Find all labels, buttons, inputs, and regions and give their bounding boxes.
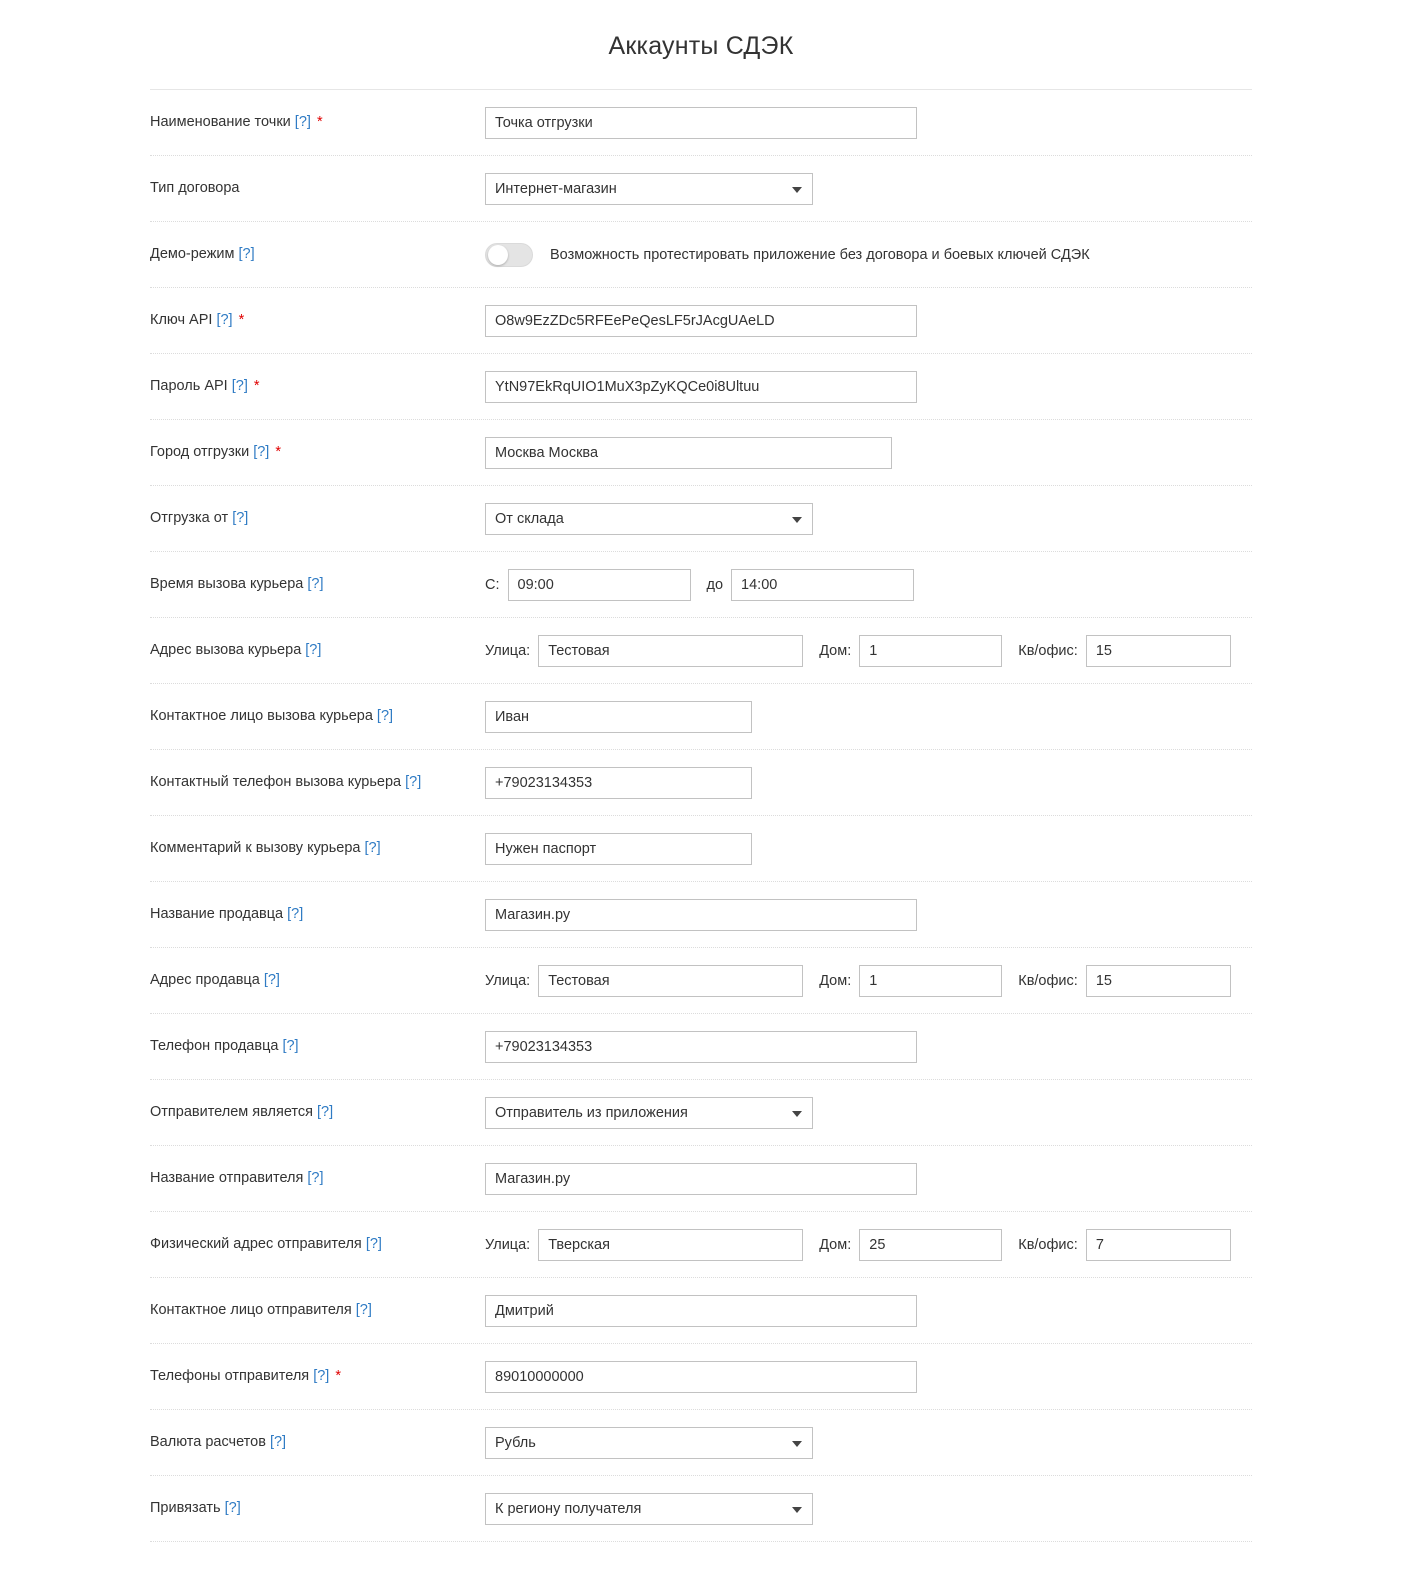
field-control-settlement-currency bbox=[485, 1427, 1252, 1459]
label-text: Тип договора bbox=[150, 180, 240, 197]
field-label-shipping-city bbox=[150, 443, 485, 462]
select-value[interactable]: Интернет-магазин bbox=[485, 173, 813, 205]
form-row-bind-to bbox=[150, 1476, 1252, 1542]
select-value[interactable]: Отправитель из приложения bbox=[485, 1097, 813, 1129]
select-value[interactable]: Рубль bbox=[485, 1427, 813, 1459]
select-sender-is[interactable] bbox=[485, 1097, 813, 1129]
flat-label: Кв/офис: bbox=[1018, 1236, 1078, 1253]
field-control-seller-address bbox=[485, 965, 1252, 997]
form-row-courier-call-time bbox=[150, 552, 1252, 618]
form-row-courier-call-address bbox=[150, 618, 1252, 684]
street-label: Улица: bbox=[485, 972, 531, 989]
field-control-courier-contact-phone bbox=[485, 767, 1252, 799]
label-text: Отправителем является bbox=[150, 1104, 318, 1121]
label-text: Контактный телефон вызова курьера bbox=[150, 774, 406, 791]
house-label: Дом: bbox=[819, 972, 852, 989]
field-control-shipping-city bbox=[485, 437, 1252, 469]
field-control-sender-phones bbox=[485, 1361, 1252, 1393]
help-hint-icon[interactable]: [?] bbox=[313, 1368, 330, 1385]
field-control-courier-call-time bbox=[485, 569, 1252, 601]
help-hint-icon[interactable]: [?] bbox=[376, 708, 394, 725]
field-label-seller-address bbox=[150, 971, 485, 990]
field-control-seller-name bbox=[485, 899, 1252, 931]
label-text: Телефон продавца bbox=[150, 1038, 283, 1055]
form-row-shipping-city bbox=[150, 420, 1252, 486]
input-sender-physical-address-flat[interactable] bbox=[1086, 1229, 1231, 1261]
help-hint-icon[interactable]: [?] bbox=[365, 1236, 382, 1253]
field-label-settlement-currency bbox=[150, 1433, 485, 1452]
field-label-shipping-from bbox=[150, 509, 485, 528]
help-hint-icon[interactable]: [?] bbox=[355, 1302, 372, 1319]
input-seller-name[interactable] bbox=[485, 899, 917, 931]
input-sender-physical-address-house[interactable] bbox=[859, 1229, 1002, 1261]
help-hint-icon[interactable]: [?] bbox=[307, 576, 324, 593]
help-hint-icon[interactable]: [?] bbox=[269, 1434, 287, 1451]
field-label-sender-phones bbox=[150, 1367, 485, 1386]
field-control-sender-name bbox=[485, 1163, 1252, 1195]
field-label-point-name bbox=[150, 113, 485, 132]
select-contract-type[interactable] bbox=[485, 173, 813, 205]
label-text: Контактное лицо вызова курьера bbox=[150, 708, 377, 725]
field-control-point-name bbox=[485, 107, 1252, 139]
help-hint-icon[interactable]: [?] bbox=[216, 312, 233, 329]
form-row-point-name bbox=[150, 90, 1252, 156]
form-row-shipping-from bbox=[150, 486, 1252, 552]
label-text: Привязать bbox=[150, 1500, 225, 1517]
help-hint-icon[interactable]: [?] bbox=[232, 510, 249, 527]
form-row-courier-contact-person bbox=[150, 684, 1252, 750]
form-row-contract-type bbox=[150, 156, 1252, 222]
form-row-courier-call-comment bbox=[150, 816, 1252, 882]
field-control-api-password bbox=[485, 371, 1252, 403]
input-seller-address-house[interactable] bbox=[859, 965, 1002, 997]
form-row-demo-mode bbox=[150, 222, 1252, 288]
help-hint-icon[interactable]: [?] bbox=[294, 114, 311, 131]
field-label-api-key bbox=[150, 311, 485, 330]
label-text: Отгрузка от bbox=[150, 510, 233, 527]
label-text: Пароль API bbox=[150, 378, 232, 395]
label-text: Ключ API bbox=[150, 312, 217, 329]
input-sender-phones[interactable] bbox=[485, 1361, 917, 1393]
form-row-sender-name bbox=[150, 1146, 1252, 1212]
form-row-sender-phones bbox=[150, 1344, 1252, 1410]
input-sender-name[interactable] bbox=[485, 1163, 917, 1195]
input-courier-call-address-house[interactable] bbox=[859, 635, 1002, 667]
cdek-account-form bbox=[0, 90, 1402, 1542]
label-text: Название отправителя bbox=[150, 1170, 308, 1187]
label-text: Наименование точки bbox=[150, 114, 295, 131]
input-api-password[interactable] bbox=[485, 371, 917, 403]
field-control-sender-physical-address bbox=[485, 1229, 1252, 1261]
select-value[interactable]: К региону получателя bbox=[485, 1493, 813, 1525]
field-control-courier-contact-person bbox=[485, 701, 1252, 733]
label-text: Город отгрузки bbox=[150, 444, 254, 461]
form-row-courier-contact-phone bbox=[150, 750, 1252, 816]
field-label-courier-call-comment bbox=[150, 839, 485, 858]
label-text: Физический адрес отправителя bbox=[150, 1236, 366, 1253]
field-control-seller-phone bbox=[485, 1031, 1252, 1063]
house-label: Дом: bbox=[819, 1236, 852, 1253]
form-row-sender-contact-person bbox=[150, 1278, 1252, 1344]
input-point-name[interactable] bbox=[485, 107, 917, 139]
field-control-courier-call-comment bbox=[485, 833, 1252, 865]
help-hint-icon[interactable]: [?] bbox=[224, 1500, 241, 1517]
field-label-sender-is bbox=[150, 1103, 485, 1122]
help-hint-icon[interactable]: [?] bbox=[317, 1104, 334, 1121]
select-value[interactable]: От склада bbox=[485, 503, 813, 535]
input-courier-call-time-from[interactable] bbox=[508, 569, 691, 601]
help-hint-icon[interactable]: [?] bbox=[305, 642, 322, 659]
label-text: Адрес вызова курьера bbox=[150, 642, 306, 659]
form-row-seller-name bbox=[150, 882, 1252, 948]
help-hint-icon[interactable]: [?] bbox=[405, 774, 422, 791]
help-hint-icon[interactable]: [?] bbox=[253, 444, 270, 461]
flat-label: Кв/офис: bbox=[1018, 972, 1078, 989]
field-label-courier-contact-person bbox=[150, 707, 485, 726]
field-label-contract-type bbox=[150, 179, 485, 198]
required-marker: * bbox=[234, 312, 245, 329]
label-text: Валюта расчетов bbox=[150, 1434, 270, 1451]
input-sender-physical-address-street[interactable] bbox=[538, 1229, 803, 1261]
label-text: Демо-режим bbox=[150, 246, 239, 263]
field-control-bind-to bbox=[485, 1493, 1252, 1525]
field-label-sender-contact-person bbox=[150, 1301, 485, 1320]
input-courier-call-time-to[interactable] bbox=[731, 569, 914, 601]
label-text: Комментарий к вызову курьера bbox=[150, 840, 365, 857]
time-from-label: С: bbox=[485, 576, 500, 593]
input-courier-call-comment[interactable] bbox=[485, 833, 752, 865]
input-seller-address-street[interactable] bbox=[538, 965, 803, 997]
street-label: Улица: bbox=[485, 642, 531, 659]
select-bind-to[interactable] bbox=[485, 1493, 813, 1525]
required-marker: * bbox=[249, 378, 260, 395]
page-title: Аккаунты СДЭК bbox=[608, 32, 794, 60]
field-control-demo-mode bbox=[485, 243, 1252, 267]
form-row-sender-is bbox=[150, 1080, 1252, 1146]
field-label-courier-contact-phone bbox=[150, 773, 485, 792]
form-row-seller-phone bbox=[150, 1014, 1252, 1080]
help-hint-icon[interactable]: [?] bbox=[282, 1038, 299, 1055]
input-courier-contact-person[interactable] bbox=[485, 701, 752, 733]
input-seller-phone[interactable] bbox=[485, 1031, 917, 1063]
field-label-courier-call-time bbox=[150, 575, 485, 594]
toggle-description: Возможность протестировать приложение без договора и боевых ключей СДЭК bbox=[550, 246, 1090, 263]
time-to-label: до bbox=[706, 576, 724, 593]
field-label-bind-to bbox=[150, 1499, 485, 1518]
street-label: Улица: bbox=[485, 1236, 531, 1253]
label-text: Адрес продавца bbox=[150, 972, 264, 989]
field-control-api-key bbox=[485, 305, 1252, 337]
help-hint-icon[interactable]: [?] bbox=[364, 840, 381, 857]
field-label-seller-name bbox=[150, 905, 485, 924]
field-label-demo-mode bbox=[150, 245, 485, 264]
required-marker: * bbox=[271, 444, 281, 461]
flat-label: Кв/офис: bbox=[1018, 642, 1078, 659]
field-label-sender-name bbox=[150, 1169, 485, 1188]
toggle-knob bbox=[488, 245, 508, 265]
help-hint-icon[interactable]: [?] bbox=[263, 972, 280, 989]
form-row-api-password bbox=[150, 354, 1252, 420]
form-row-api-key bbox=[150, 288, 1252, 354]
select-settlement-currency[interactable] bbox=[485, 1427, 813, 1459]
input-seller-address-flat[interactable] bbox=[1086, 965, 1231, 997]
field-label-courier-call-address bbox=[150, 641, 485, 660]
field-control-contract-type bbox=[485, 173, 1252, 205]
form-row-settlement-currency bbox=[150, 1410, 1252, 1476]
field-label-api-password bbox=[150, 377, 485, 396]
form-row-seller-address bbox=[150, 948, 1252, 1014]
help-hint-icon[interactable]: [?] bbox=[307, 1170, 324, 1187]
help-hint-icon[interactable]: [?] bbox=[238, 246, 255, 263]
input-sender-contact-person[interactable] bbox=[485, 1295, 917, 1327]
input-courier-call-address-street[interactable] bbox=[538, 635, 803, 667]
label-text: Телефоны отправителя bbox=[150, 1368, 314, 1385]
label-text: Время вызова курьера bbox=[150, 576, 308, 593]
field-label-sender-physical-address bbox=[150, 1235, 485, 1254]
house-label: Дом: bbox=[819, 642, 852, 659]
input-courier-contact-phone[interactable] bbox=[485, 767, 752, 799]
form-row-sender-physical-address bbox=[150, 1212, 1252, 1278]
help-hint-icon[interactable]: [?] bbox=[287, 906, 304, 923]
required-marker: * bbox=[331, 1368, 341, 1385]
field-control-courier-call-address bbox=[485, 635, 1252, 667]
input-shipping-city[interactable] bbox=[485, 437, 892, 469]
input-api-key[interactable] bbox=[485, 305, 917, 337]
help-hint-icon[interactable]: [?] bbox=[231, 378, 248, 395]
field-control-sender-contact-person bbox=[485, 1295, 1252, 1327]
input-courier-call-address-flat[interactable] bbox=[1086, 635, 1231, 667]
field-label-seller-phone bbox=[150, 1037, 485, 1056]
label-text: Контактное лицо отправителя bbox=[150, 1302, 356, 1319]
field-control-sender-is bbox=[485, 1097, 1252, 1129]
field-control-shipping-from bbox=[485, 503, 1252, 535]
required-marker: * bbox=[312, 114, 323, 131]
toggle-demo-mode[interactable] bbox=[485, 243, 533, 267]
label-text: Название продавца bbox=[150, 906, 288, 923]
select-shipping-from[interactable] bbox=[485, 503, 813, 535]
